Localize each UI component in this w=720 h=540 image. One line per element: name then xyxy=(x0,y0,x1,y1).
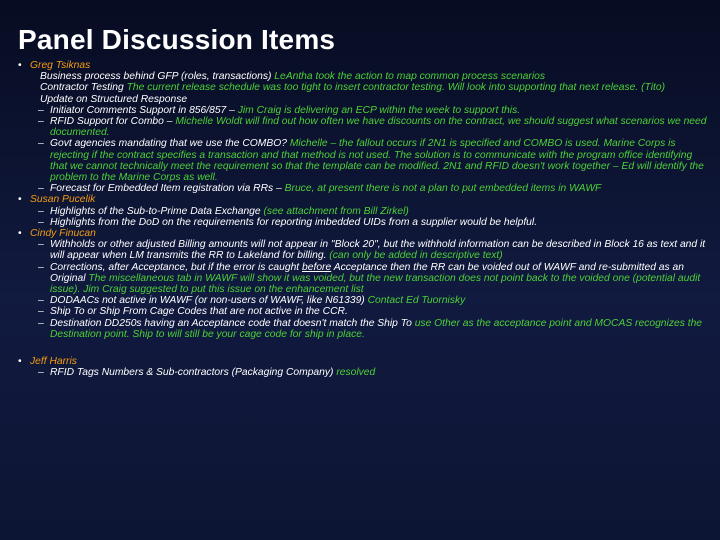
dash-icon: – xyxy=(38,317,44,329)
dash-icon: – xyxy=(38,116,44,128)
sub-item: – Corrections, after Acceptance, but if the error is caught before Acceptance then the RR can be voided out of WAWF and re-submitted as an Original The miscellaneous tab in WAWF will show it was voided, but the new transaction does not point back to the voided one (potential audit issue). Jim Craig suggested to put this issue on the enhancement list xyxy=(38,261,701,296)
dash-icon: – xyxy=(38,367,44,379)
sub-item: – Highlights from the DoD on the requirements for reporting imbedded UIDs from a supplier would be helpful. xyxy=(38,216,538,228)
slide-content xyxy=(18,60,708,378)
dash-icon: – xyxy=(38,295,44,307)
bullet-icon: • xyxy=(18,60,22,71)
sub-item: – Destination DD250s having an Acceptance code that doesn't match the Ship To use Other as the acceptance point and MOCAS recognizes the Destination point. Ship to will still be your cage code for ship in place. xyxy=(38,317,703,340)
dash-icon: – xyxy=(38,261,44,273)
dash-icon: – xyxy=(38,205,44,217)
dash-icon: – xyxy=(38,239,44,251)
dash-icon: – xyxy=(38,183,44,195)
bullet-item xyxy=(18,194,708,205)
bullet-item xyxy=(18,228,708,239)
sub-item: – Govt agencies mandating that we use the COMBO? Michelle – the fallout occurs if 2N1 is specified and COMBO is used. Marine Corps is rejecting if the contract specifies a transaction and that method is not used. The solution is to communicate with the program office identifying that we cannot technically meet the requirement so that the template can be modified. 2N1 and RFID doesn't work together – Ed will identify the problem to the Marine Corps as well. xyxy=(38,138,704,184)
sub-item: – Withholds or other adjusted Billing amounts will not appear in "Block 20", but the withhold information can be described in Block 16 as text and it will appear when LM transmits the RR to Lakeland for billing. (can only be added in descriptive text) xyxy=(38,239,706,262)
bullet-icon: • xyxy=(18,194,22,206)
sub-item: – Highlights of the Sub-to-Prime Data Exchange (see attachment from Bill Zirkel) xyxy=(38,205,409,217)
presenter-name: Cindy Finucan xyxy=(30,228,96,240)
dash-icon: – xyxy=(38,306,44,318)
sub-item: – Forecast for Embedded Item registration via RRs – Bruce, at present there is not a plan to put embedded items in WAWF xyxy=(38,183,602,195)
line-item: Contractor Testing The current release schedule was too tight to insert contractor testing. Will look into supporting that next release. (Tito) xyxy=(40,82,666,94)
presenter-name: Susan Pucelik xyxy=(30,194,96,206)
bullet-item xyxy=(18,356,708,367)
dash-icon: – xyxy=(38,216,44,228)
sub-item: – Initiator Comments Support in 856/857 – Jim Craig is delivering an ECP within the week to support this. xyxy=(38,104,521,116)
sub-item: – RFID Support for Combo – Michelle Woldt will find out how often we have discounts on the contract, we should suggest what scenarios we need documented. xyxy=(38,116,707,139)
sub-item: – RFID Tags Numbers & Sub-contractors (Packaging Company) resolved xyxy=(38,367,376,379)
bullet-icon: • xyxy=(18,228,22,240)
slide-title: Panel Discussion Items xyxy=(18,24,336,55)
sub-item: – DODAACs not active in WAWF (or non-users of WAWF, like N61339) Contact Ed Tuornisky xyxy=(38,295,466,307)
presenter-name: Greg Tsiknas xyxy=(30,60,91,71)
line-item: Update on Structured Response xyxy=(40,93,188,105)
line-item: Business process behind GFP (roles, transactions) LeAntha took the action to map common process scenarios xyxy=(40,71,545,83)
bullet-icon: • xyxy=(18,356,22,368)
dash-icon: – xyxy=(38,104,44,116)
presenter-name: Jeff Harris xyxy=(30,356,77,368)
sub-item: – Ship To or Ship From Cage Codes that are not active in the CCR. xyxy=(38,306,348,318)
bullet-item xyxy=(18,60,708,71)
spacer xyxy=(18,340,708,356)
dash-icon: – xyxy=(38,138,44,150)
